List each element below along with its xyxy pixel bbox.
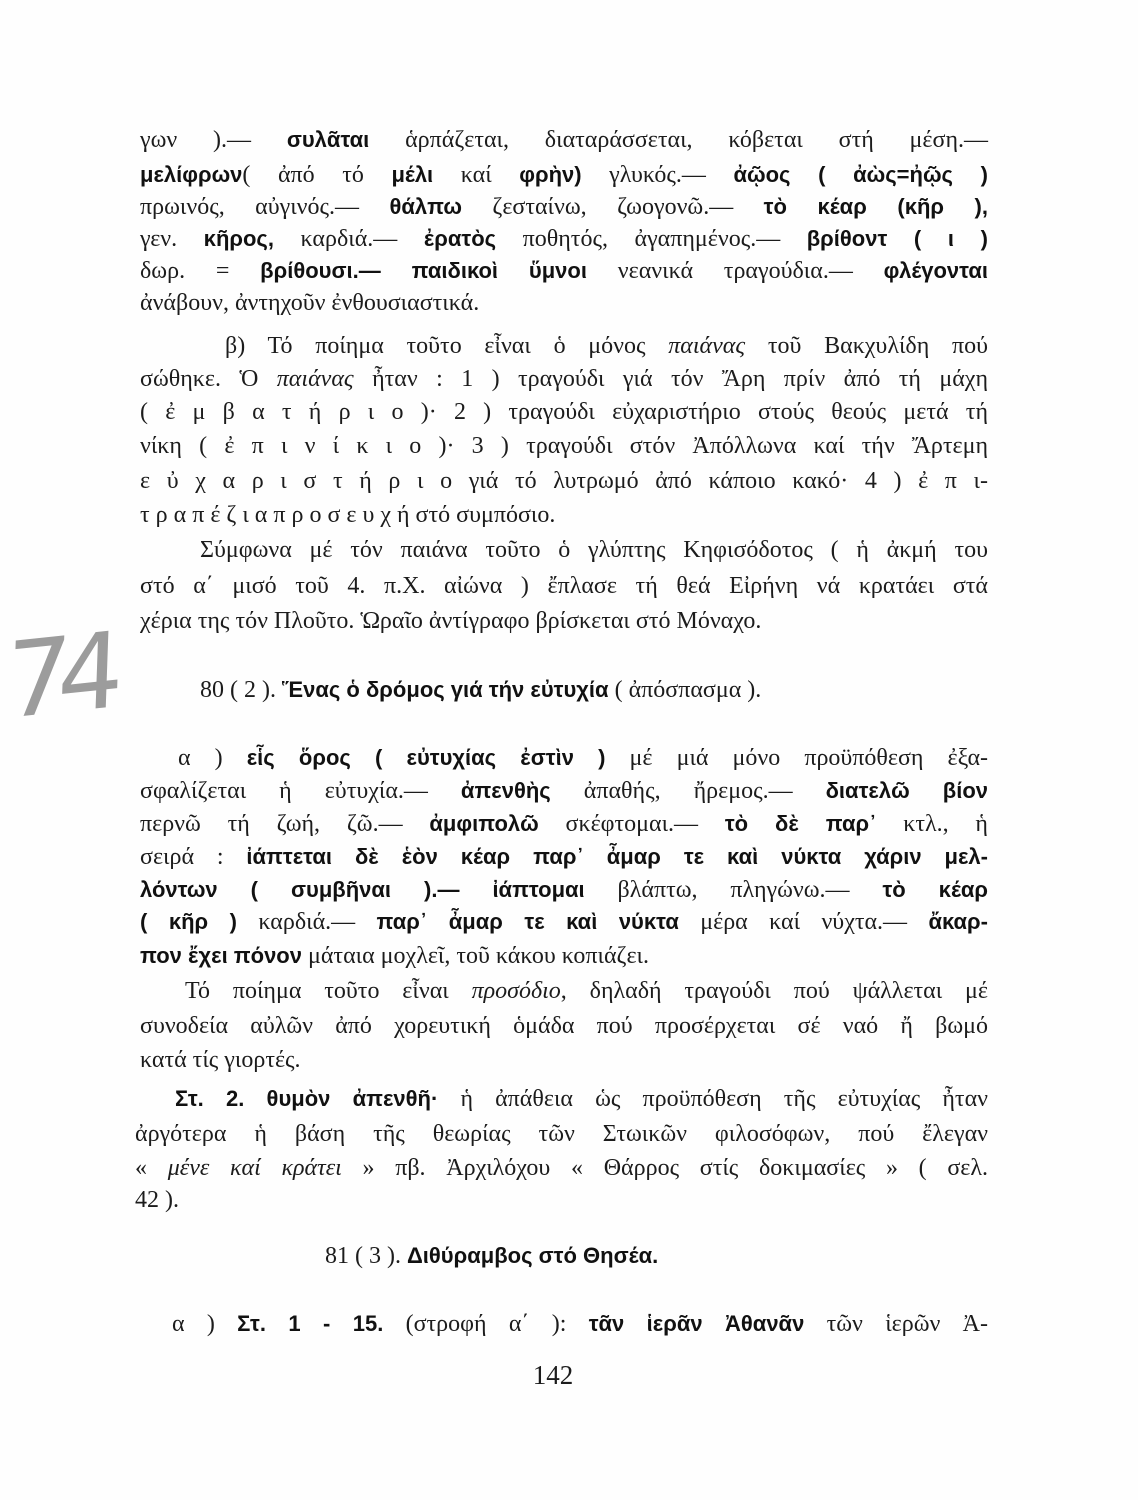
bold-term: διατελῶ βίον <box>825 778 988 803</box>
text-run: τοῦ Βακχυλίδη πού <box>745 333 988 359</box>
text-line <box>135 1151 988 1185</box>
bold-term: κῆρος, <box>203 226 274 251</box>
text-run: περνῶ τή ζωή, ζῶ.— <box>140 811 430 837</box>
text-run: γων ).— <box>140 127 287 153</box>
text-line <box>140 429 988 463</box>
text-line <box>140 123 988 157</box>
text-run: δωρ. = <box>140 258 261 284</box>
text-run: Σύμφωνα μέ τόν παιάνα τοῦτο ὁ γλύπτης Κηφισόδοτος ( ἡ ἀκμή του <box>200 537 988 563</box>
bold-term: φλέγονται <box>883 258 988 283</box>
text-run: καρδιά.— <box>236 909 377 935</box>
text-line <box>135 1183 988 1217</box>
text-run: συνοδεία αὐλῶν ἀπό χορευτική ὁμάδα πού προσέρχεται σέ ναό ἤ βωμό <box>140 1013 988 1039</box>
text-line <box>172 1307 988 1341</box>
text-line <box>140 774 988 808</box>
text-run: μέρα καί νύχτα.— <box>678 909 929 935</box>
text-run: 80 ( 2 ). <box>200 677 282 703</box>
bold-term: λόντων ( συμβῆναι ).— ἰάπτομαι <box>140 877 585 902</box>
text-run: 42 ). <box>135 1187 179 1213</box>
bold-term: βρίθοντ ( ι ) <box>806 226 988 251</box>
bold-term: φρὴν) <box>519 162 582 187</box>
text-line <box>225 329 988 363</box>
text-line <box>200 673 988 707</box>
text-line <box>140 873 988 907</box>
text-line <box>140 569 988 603</box>
text-line <box>140 395 988 429</box>
text-run: βλάπτω, πληγώνω.— <box>584 877 883 903</box>
text-run: σκέφτομαι.— <box>538 811 725 837</box>
text-run: ε ὐ χ α ρ ι σ τ ή ρ ι ο γιά τό λυτρωμό ἀπό κάποιο κακό· 4 ) ἐ π ι- <box>140 468 988 494</box>
text-line <box>140 840 988 874</box>
text-run: ( ἀπόσπασμα ). <box>608 677 762 703</box>
bold-term: ἀπενθὴς <box>460 778 551 803</box>
bold-term: βρίθουσι.— παιδικοὶ ὕμνοι <box>260 258 587 283</box>
text-line <box>178 741 988 775</box>
text-run: ἦταν : 1 ) τραγούδι γιά τόν Ἄρη πρίν ἀπό τή μάχη <box>353 366 989 392</box>
bold-term: ( κῆρ ) <box>140 909 237 934</box>
bold-term: τᾶν ἱερᾶν Ἀθανᾶν <box>588 1311 805 1336</box>
bold-term: ἐρατὸς <box>423 226 497 251</box>
text-line <box>140 1009 988 1043</box>
bold-term: τὸ δὲ παρ᾽ <box>724 811 877 836</box>
text-line <box>175 1082 988 1116</box>
bold-term: Ἕνας ὁ δρόμος γιά τήν εὐτυχία <box>281 677 609 702</box>
text-run: ἀπαθής, ἤρεμος.— <box>550 778 826 804</box>
text-line <box>140 498 988 532</box>
text-run: ἁρπάζεται, διαταράσσεται, κόβεται στή μέση.— <box>369 127 988 153</box>
text-line <box>140 190 988 224</box>
text-line <box>140 939 988 973</box>
text-line <box>140 807 988 841</box>
bold-term: ἰάπτεται δὲ ἑὸν κέαρ παρ᾽ ἆμαρ τε καὶ νύκτα χάριν μελ- <box>246 844 988 869</box>
bold-term: μελίφρων <box>140 162 243 187</box>
bold-term: εἷς ὅρος ( εὐτυχίας ἐστὶν ) <box>246 745 606 770</box>
text-line <box>135 1117 988 1151</box>
text-run: 81 ( 3 ). <box>325 1243 407 1269</box>
text-run: α ) <box>172 1311 238 1337</box>
text-line <box>200 533 988 567</box>
text-run: σώθηκε. Ὁ <box>140 366 277 392</box>
text-line <box>325 1239 988 1273</box>
text-line <box>140 222 988 256</box>
page-number: 142 <box>532 1360 574 1390</box>
text-run: ( ἀπό τό <box>242 162 392 188</box>
text-line <box>140 286 988 320</box>
text-run: ἡ ἀπάθεια ὡς προϋπόθεση τῆς εὐτυχίας ἦταν <box>438 1086 989 1112</box>
bold-term: ἀῷος ( ἀὼς=ἠῷς ) <box>733 162 988 187</box>
text-line <box>140 464 988 498</box>
bold-term: παρ᾽ ἆμαρ τε καὶ νύκτα <box>376 909 679 934</box>
text-run: σειρά : <box>140 844 247 870</box>
text-run: μέ μιά μόνο προϋπόθεση ἐξα- <box>605 745 989 771</box>
text-run: (στροφή α΄ ): <box>383 1311 589 1337</box>
text-run: καρδιά.— <box>273 226 424 252</box>
text-run: καί <box>433 162 520 188</box>
text-run: κτλ., ἡ <box>876 811 988 837</box>
text-line <box>140 1043 988 1077</box>
italic-term: παιάνας <box>276 366 354 392</box>
bold-term: Στ. 2. θυμὸν ἀπενθῆ· <box>175 1086 439 1111</box>
text-run: πρωινός, αὐγινός.— <box>140 194 390 220</box>
text-run: « <box>135 1155 168 1181</box>
text-run: ἀνάβουν, ἀντηχοῦν ἐνθουσιαστικά. <box>140 290 480 316</box>
text-run: μάταια μοχλεῖ, τοῦ κάκου κοπιάζει. <box>301 943 649 969</box>
bold-term: Διθύραμβος στό Θησέα. <box>406 1243 659 1268</box>
text-run: ( ἐ μ β α τ ή ρ ι ο )· 2 ) τραγούδι εὐχαριστήριο στούς θεούς μετά τή <box>140 399 988 425</box>
bold-term: τὸ κέαρ <box>882 877 989 902</box>
text-run: κατά τίς γιορτές. <box>140 1047 301 1073</box>
text-run: χέρια της τόν Πλοῦτο. Ὡραῖο ἀντίγραφο βρίσκεται στό Μόναχο. <box>140 608 762 634</box>
text-run: στό α΄ μισό τοῦ 4. π.Χ. αἰώνα ) ἔπλασε τή θεά Εἰρήνη νά κρατάει στά <box>140 573 988 599</box>
italic-term: παιάνας <box>668 333 746 359</box>
text-run: γεν. <box>140 226 204 252</box>
text-run: νεανικά τραγούδια.— <box>586 258 884 284</box>
text-run: γλυκός.— <box>581 162 734 188</box>
text-run: α ) <box>178 745 247 771</box>
bold-term: θάλπω <box>389 194 462 219</box>
bold-term: ἄκαρ- <box>928 909 988 934</box>
text-line <box>140 604 988 638</box>
text-run: σφαλίζεται ἡ εὐτυχία.— <box>140 778 461 804</box>
text-run: τῶν ἱερῶν Ἀ- <box>804 1311 988 1337</box>
bold-term: τὸ κέαρ (κῆρ ), <box>763 194 988 219</box>
text-run: ζεσταίνω, ζωογονῶ.— <box>461 194 764 220</box>
text-run: νίκη ( ἐ π ι ν ί κ ι ο )· 3 ) τραγούδι στόν Ἀπόλλωνα καί τήν Ἄρτεμη <box>140 433 988 459</box>
text-line <box>140 362 988 396</box>
text-line <box>140 905 988 939</box>
text-run: » πβ. Ἀρχιλόχου « Θάρρος στίς δοκιμασίες » ( σελ. <box>341 1155 989 1181</box>
text-run: , δηλαδή τραγούδι πού ψάλλεται μέ <box>560 978 988 1004</box>
text-line <box>140 158 988 192</box>
text-line <box>185 974 988 1008</box>
italic-term: μένε καί κράτει <box>167 1155 342 1181</box>
text-run: ἀργότερα ἡ βάση τῆς θεωρίας τῶν Στωικῶν φιλοσόφων, πού ἔλεγαν <box>135 1121 988 1147</box>
text-run: Τό ποίημα τοῦτο εἶναι <box>185 978 472 1004</box>
bold-term: πον ἔχει πόνον <box>140 943 302 968</box>
text-run: τ ρ α π έ ζ ι α π ρ ο σ ε υ χ ή στό συμπόσιο. <box>140 502 556 528</box>
text-run: ποθητός, ἀγαπημένος.— <box>496 226 807 252</box>
italic-term: προσόδιο <box>471 978 561 1004</box>
handwritten-margin-number: 74 <box>3 609 112 744</box>
bold-term: μέλι <box>391 162 434 187</box>
bold-term: συλᾶται <box>286 127 370 152</box>
bold-term: Στ. 1 - 15. <box>237 1311 384 1336</box>
text-run: β) Τό ποίημα τοῦτο εἶναι ὁ μόνος <box>225 333 669 359</box>
text-line <box>140 254 988 288</box>
bold-term: ἀμφιπολῶ <box>429 811 539 836</box>
